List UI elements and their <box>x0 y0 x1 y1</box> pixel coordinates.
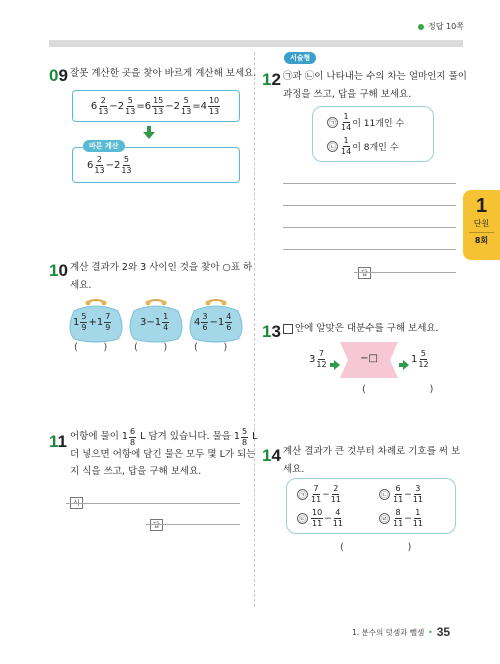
answer-label: 답 <box>150 512 163 531</box>
arrow-right-icon <box>330 355 340 374</box>
correct-calculation: 6 $\frac{2}{13}$ −2 $\frac{5}{13}$ <box>87 155 132 175</box>
purse-1[interactable]: 1 $\frac{5}{9}$ +1 $\frac{7}{9}$ <box>68 297 124 343</box>
correct-calculation-box <box>72 142 240 183</box>
arrow-right-icon <box>399 355 409 374</box>
question-14-prompt: 계산 결과가 큰 것부터 차례로 기호를 써 보 세요. <box>283 446 461 476</box>
purse-3[interactable]: 4 $\frac{3}{6}$ −1 $\frac{4}{6}$ <box>188 297 244 343</box>
q14-items-box <box>286 478 456 534</box>
q14-item-2: ㉡ $\frac{6}{11}$ − $\frac{3}{11}$ <box>381 484 423 504</box>
question-11-number: 11 <box>49 432 67 451</box>
descriptive-badge: 서술형 <box>284 52 316 64</box>
answer-paren-1[interactable]: ( ) <box>74 342 108 353</box>
q13-left-value: 3 $\frac{7}{12}$ <box>309 349 327 369</box>
question-9-number: 09 <box>49 66 68 85</box>
question-10-prompt: 계산 결과가 2와 3 사이인 것을 찾아 ○표 하 세요. <box>70 262 253 292</box>
operation-machine <box>340 342 398 378</box>
page-number: 35 <box>436 625 451 639</box>
question-12-prompt: ㉠과 ㉡이 나타내는 수의 차는 얼마인지 풀이 과정을 쓰고, 답을 구해 보세요. <box>283 71 467 101</box>
session-label: 8회 <box>469 232 494 246</box>
footer <box>352 625 450 639</box>
question-9-prompt: 잘못 계산한 곳을 찾아 바르게 계산해 보세요. <box>70 68 257 79</box>
question-12-number: 12 <box>262 70 281 89</box>
purse-2[interactable]: 3 −1 $\frac{1}{4}$ <box>128 297 184 343</box>
blank-square-icon <box>283 324 293 334</box>
question-10-number: 10 <box>49 261 68 280</box>
q12-item-2: ㉡ $\frac{1}{14}$ 이 8개인 수 <box>329 136 399 156</box>
work-line-2[interactable] <box>283 205 456 206</box>
question-13-number: 13 <box>262 322 281 341</box>
unit-label: 단원 <box>473 219 490 228</box>
formula-line[interactable] <box>66 503 240 504</box>
q12-answer-line[interactable] <box>354 272 456 273</box>
work-line-4[interactable] <box>283 249 456 250</box>
footer-chapter: 1. 분수의 덧셈과 뺄셈 <box>352 627 425 637</box>
answer-paren-3[interactable]: ( ) <box>194 342 228 353</box>
wrong-calculation: 6 $\frac{2}{13}$ −2 $\frac{5}{13}$ =6 $\frac{15}{13}$ −2 $\frac{5}{13}$ =4 $\frac{10}{13}$ <box>90 95 220 116</box>
q14-item-1: ㉠ $\frac{7}{11}$ − $\frac{2}{11}$ <box>299 484 341 504</box>
work-line-1[interactable] <box>283 183 456 184</box>
q14-answer-paren[interactable]: ( ) <box>340 542 412 553</box>
green-dot-icon <box>418 24 424 30</box>
question-14-number: 14 <box>262 446 281 465</box>
q13-answer-paren[interactable]: ( ) <box>362 384 434 395</box>
operation-label: −□ <box>360 353 378 364</box>
q12-item-1: ㉠ $\frac{1}{14}$ 이 11개인 수 <box>329 112 405 132</box>
wrong-calculation-box <box>72 90 240 122</box>
question-11-prompt: 어항에 물이 1 $\frac{6}{8}$ L 담겨 있습니다. 물을 1 $\frac{5}{8}$ L 더 넣으면 어항에 담긴 물은 모두 몇 L가 되는 지 식을 쓰고, 답을 구해 보세요. <box>70 427 258 477</box>
unit-number: 1 <box>475 195 488 217</box>
formula-label: 식 <box>70 490 83 509</box>
correct-calculation-label: 바른 계산 <box>83 140 125 152</box>
column-divider <box>254 52 255 607</box>
header-bar <box>49 40 463 47</box>
q13-right-value: 1 $\frac{5}{12}$ <box>411 349 429 369</box>
q12-items-box <box>312 106 434 162</box>
question-13-prompt: 안에 알맞은 대분수를 구해 보세요. <box>283 320 439 338</box>
answer-line[interactable] <box>146 524 240 525</box>
answer-reference: 정답 10쪽 <box>418 21 464 32</box>
q14-item-4: ㉣ $\frac{8}{11}$ − $\frac{1}{11}$ <box>381 508 423 528</box>
unit-side-tab <box>463 190 500 260</box>
footer-dot-icon: • <box>428 627 433 637</box>
work-line-3[interactable] <box>283 227 456 228</box>
q14-item-3: ㉢ $\frac{10}{11}$ − $\frac{4}{11}$ <box>299 508 343 528</box>
answer-paren-2[interactable]: ( ) <box>134 342 168 353</box>
q12-answer-label: 답 <box>358 260 371 279</box>
